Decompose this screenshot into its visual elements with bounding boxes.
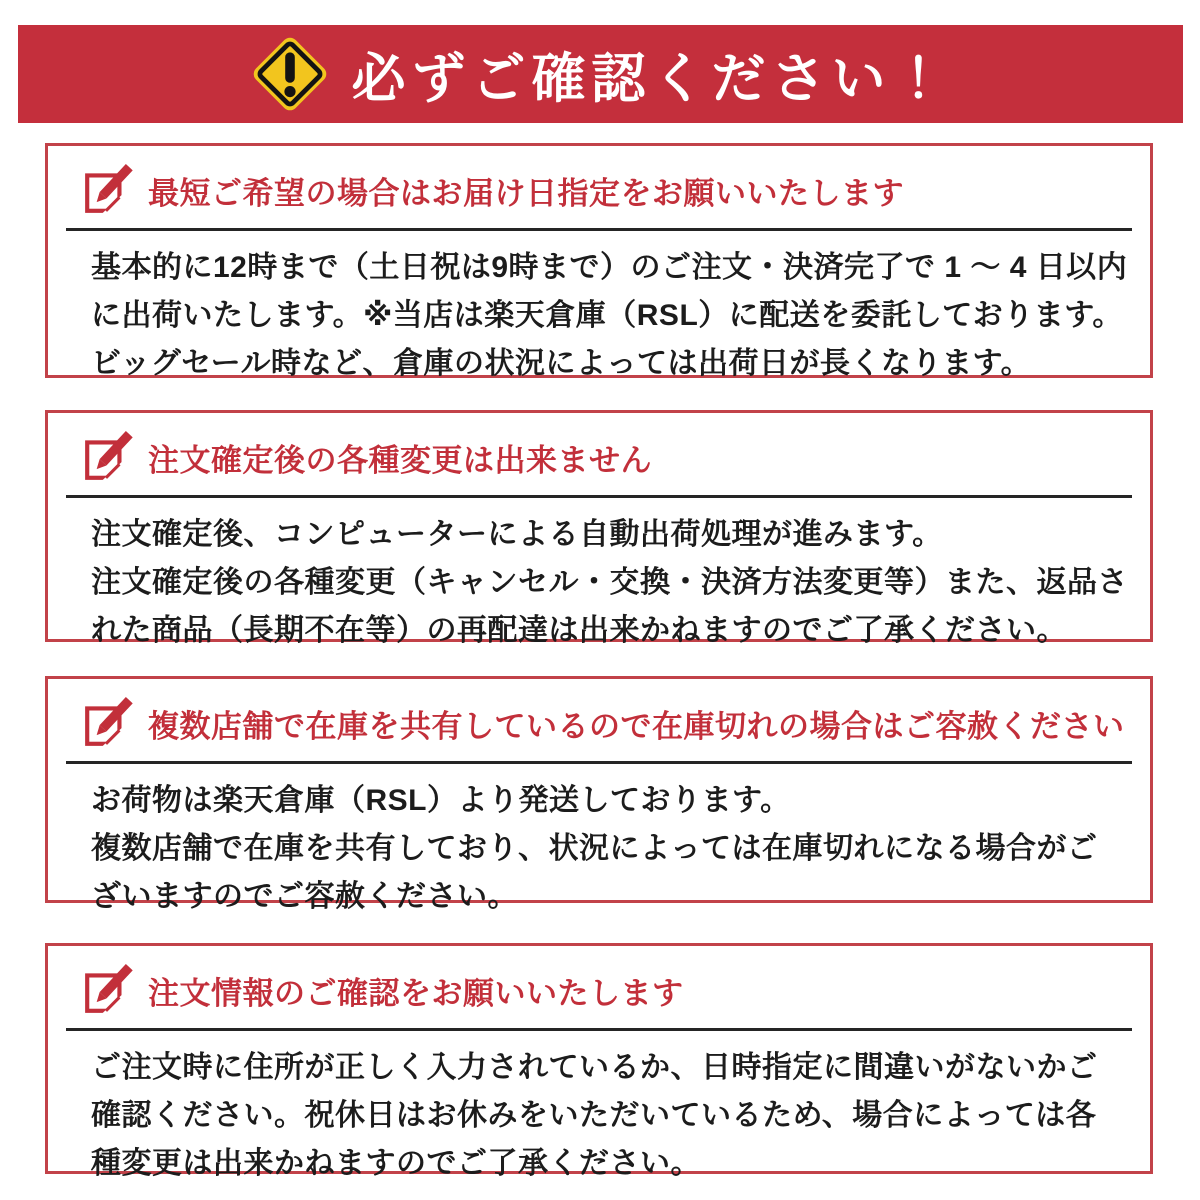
heading-divider [66,495,1132,498]
heading-divider [66,1028,1132,1031]
body-line: ご注文時に住所が正しく入力されているか、日時指定に間違いがないかご [91,1051,1098,1084]
warning-diamond-icon [250,34,330,114]
body-line: に出荷いたします。※当店は楽天倉庫（RSL）に配送を委託しております。 [91,299,1123,332]
section-heading [82,431,1132,483]
heading-divider [66,228,1132,231]
section-title: 注文情報のご確認をお願いいたします [148,975,684,1011]
section-title: 注文確定後の各種変更は出来ません [148,442,652,478]
pencil-memo-icon [82,431,134,483]
pencil-memo-icon [82,697,134,749]
body-line: 注文確定後、コンピューターによる自動出荷処理が進みます。 [91,518,943,551]
pencil-memo-icon [82,964,134,1016]
body-line: ざいますのでご容赦ください。 [91,880,518,913]
banner-title: 必ずご確認ください！ [351,48,952,109]
section-body [91,511,1132,655]
body-line: ビッグセール時など、倉庫の状況によっては出荷日が長くなります。 [91,347,1032,380]
heading-divider [66,761,1132,764]
pencil-memo-icon [82,164,134,216]
body-line: お荷物は楽天倉庫（RSL）より発送しております。 [91,784,791,817]
section-heading [82,164,1132,216]
body-line: れた商品（長期不在等）の再配達は出来かねますのでご了承ください。 [91,614,1067,647]
section-heading [82,964,1132,1016]
body-line: 複数店舗で在庫を共有しており、状況によっては在庫切れになる場合がご [91,832,1098,865]
section-body [91,777,1132,921]
notice-banner [18,25,1183,123]
section-delivery-date-request [45,143,1153,378]
body-line: 注文確定後の各種変更（キャンセル・交換・決済方法変更等）また、返品さ [91,566,1128,599]
section-title: 最短ご希望の場合はお届け日指定をお願いいたします [148,175,904,211]
section-shared-stock-notice [45,676,1153,913]
section-no-changes-after-order [45,410,1153,647]
section-heading [82,697,1132,749]
body-line: 確認ください。祝休日はお休みをいただいているため、場合によっては各 [91,1099,1097,1132]
section-title: 複数店舗で在庫を共有しているので在庫切れの場合はご容赦ください [148,708,1125,744]
section-body [91,1044,1132,1188]
body-line: 基本的に12時まで（土日祝は9時まで）のご注文・決済完了で 1 ～ 4 日以内 [91,251,1128,284]
body-line: 種変更は出来かねますのでご了承ください。 [91,1147,701,1180]
section-order-info-check [45,943,1153,1180]
section-body [91,244,1132,388]
